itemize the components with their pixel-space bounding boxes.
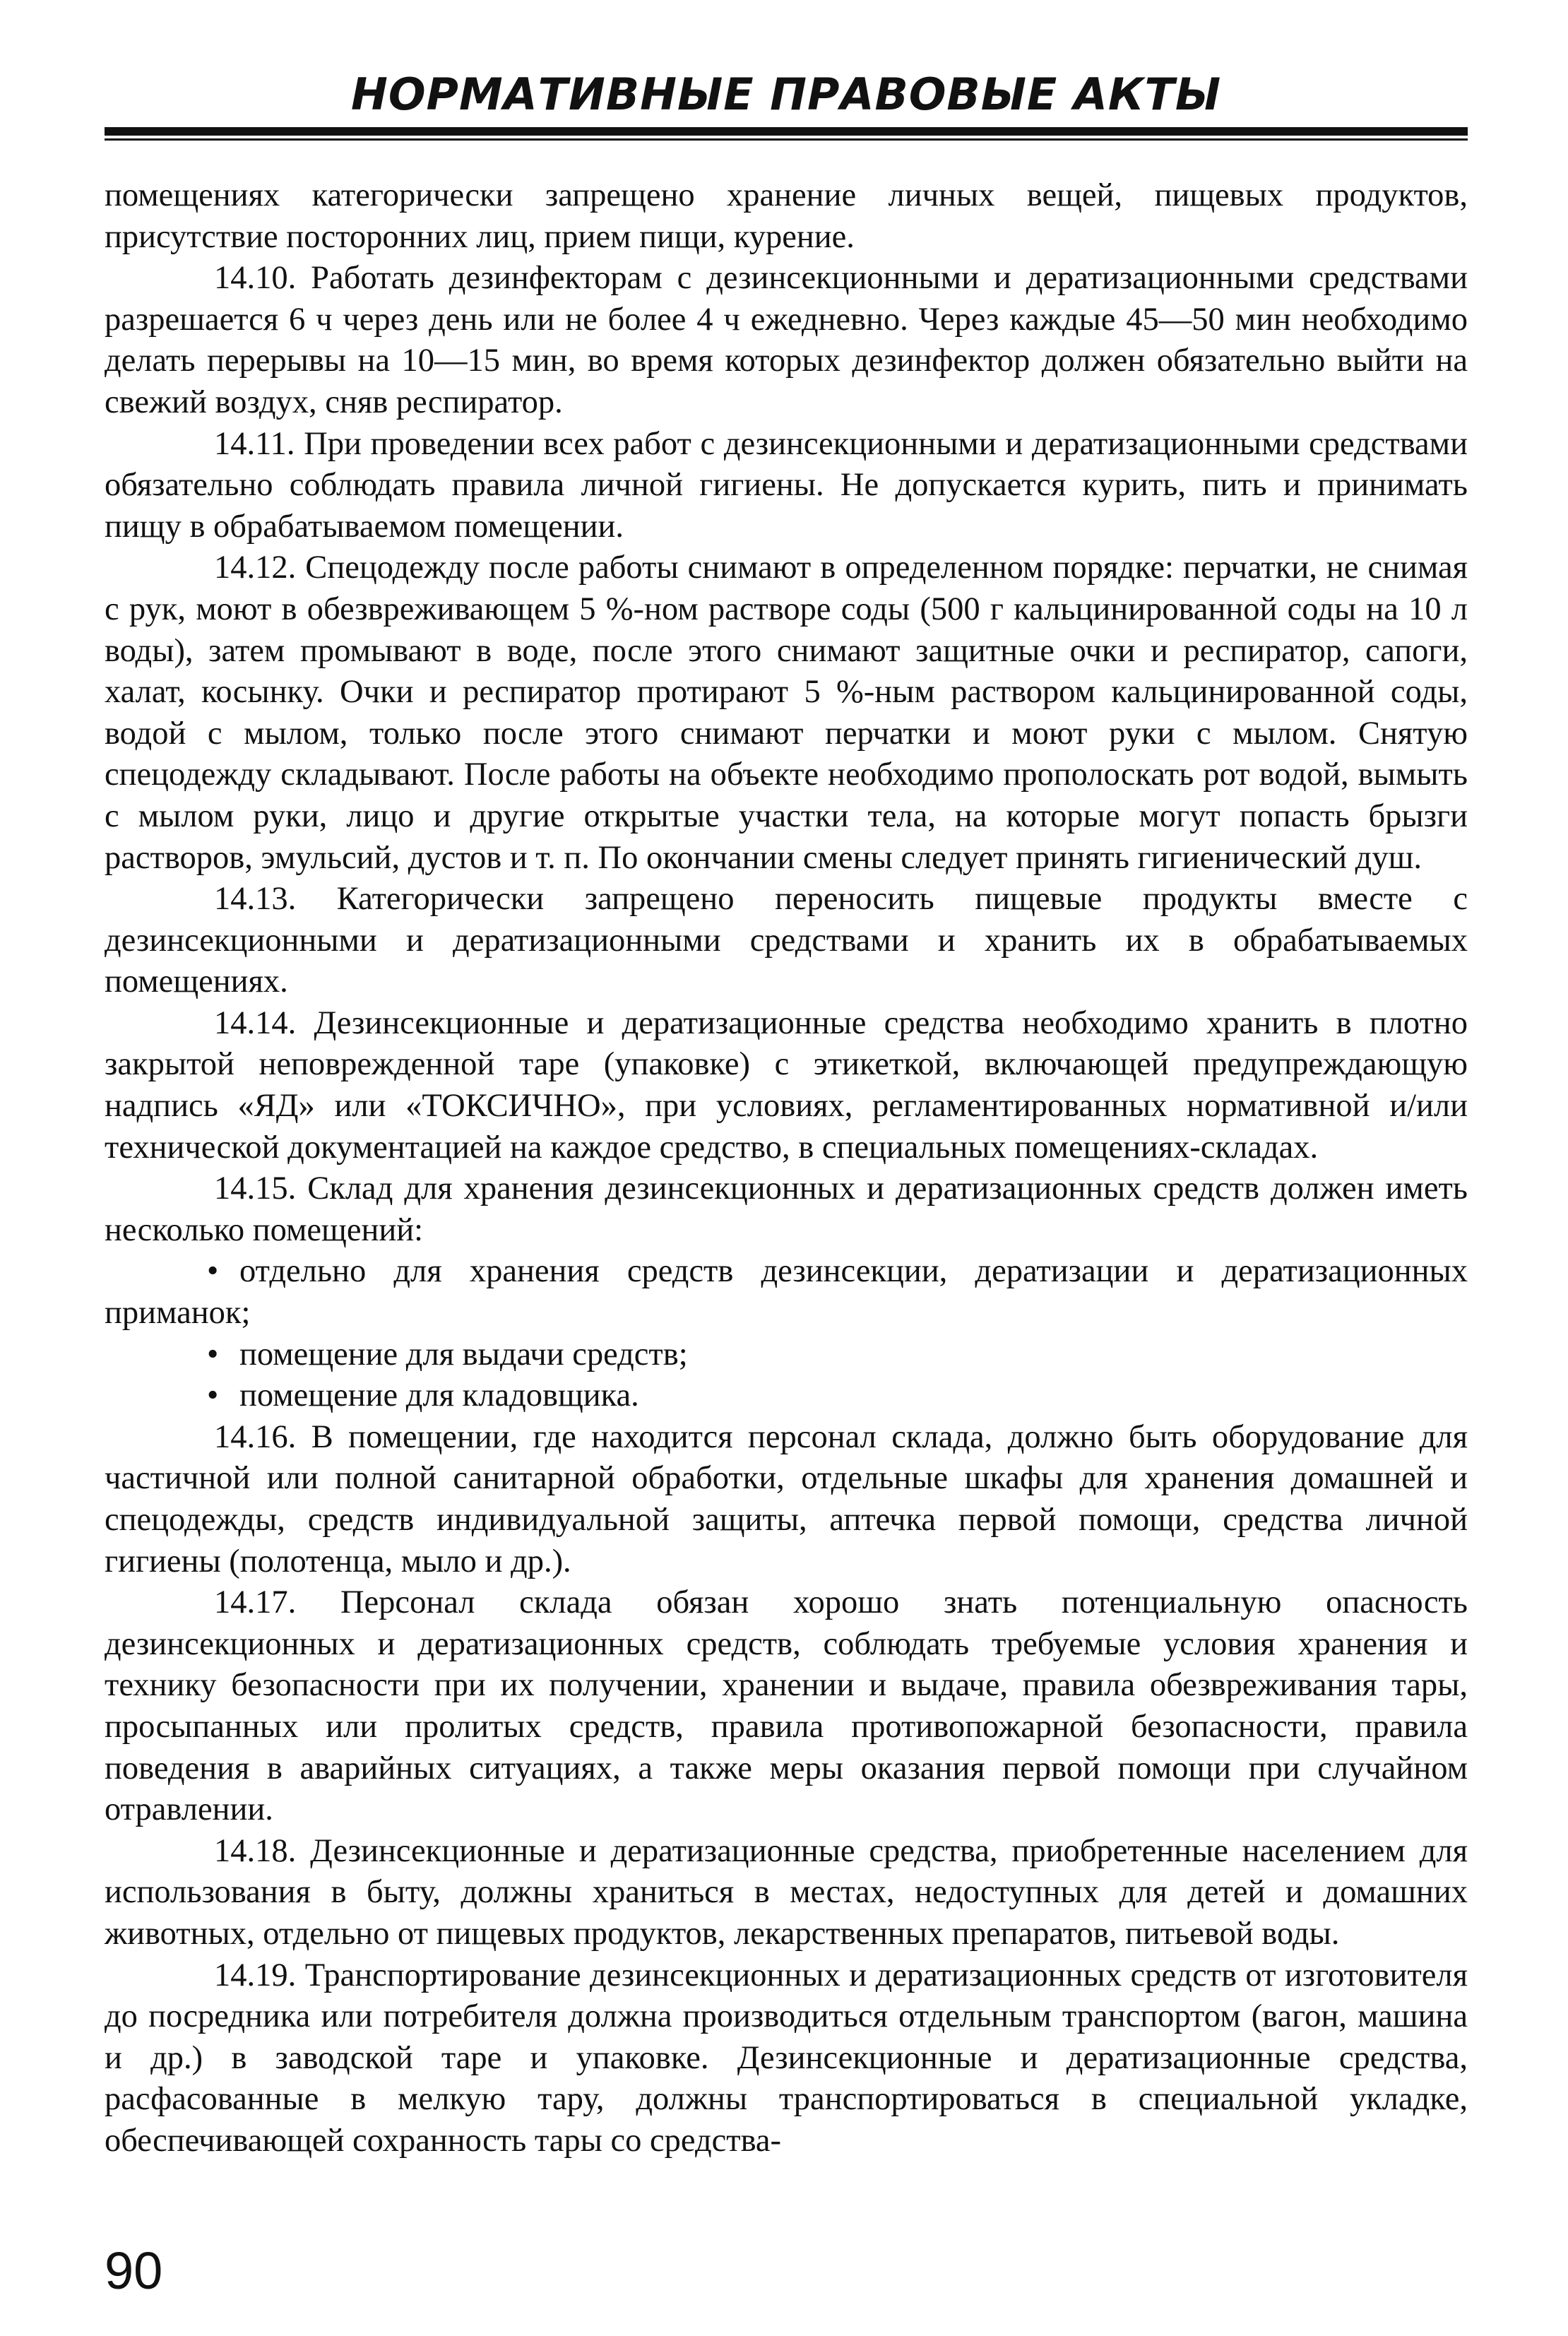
paragraph-continuation: помещениях категорически запрещено хранение личных вещей, пищевых продуктов, присутствие посторонних лиц, прием пищи, курение. — [105, 177, 1468, 255]
running-header — [105, 68, 1468, 121]
paragraph-14-11: 14.11. При проведении всех работ с дезинсекционными и дератизационными средствами обязательно соблюдать правила личной гигиены. Не допускается курить, пить и принимать пищу в обрабатываемом помещении. — [105, 425, 1468, 545]
paragraph-14-13: 14.13. Категорически запрещено переносить пищевые продукты вместе с дезинсекционными и дератизационными средствами и хранить их в обрабатываемых помещениях. — [105, 881, 1468, 1000]
list-item — [105, 1375, 1468, 1417]
list-item — [105, 1251, 1468, 1334]
paragraph-14-16: 14.16. В помещении, где находится персонал склада, должно быть оборудование для частичной или полной санитарной обработки, отдельные шкафы для хранения домашней и спецодежды, средств индивидуальной защиты, аптечка первой помощи, средства личной гигиены (полотенца, мыло и др.). — [105, 1418, 1468, 1579]
body-text — [105, 175, 1468, 2162]
list-item — [105, 1334, 1468, 1376]
bullet-icon: • — [207, 1377, 219, 1414]
bullet-icon: • — [207, 1336, 219, 1372]
header-rule-thick — [105, 127, 1468, 136]
list-item-text: отдельно для хранения средств дезинсекции, дератизации и дератизационных приманок; — [105, 1253, 1468, 1332]
bullet-icon: • — [207, 1253, 219, 1290]
paragraph-14-12: 14.12. Спецодежду после работы снимают в определенном порядке: перчатки, не снимая с рук, моют в обезвреживающем 5 %-ном растворе соды (500 г кальцинированной соды на 10 л воды), затем промывают в воде, после этого снимают защитные очки и респиратор, сапоги, халат, косынку. Очки и респиратор протирают 5 %-ным раствором кальцинированной соды, водой с мылом, только после этого снимают перчатки и моют руки с мылом. Снятую спецодежду складывают. После работы на объекте необходимо прополоскать рот водой, вымыть с мылом руки, лицо и другие открытые участки тела, на которые могут попасть брызги растворов, эмульсий, дустов и т. п. По окончании смены следует принять гигиенический душ. — [105, 550, 1468, 876]
list-item-text: помещение для кладовщика. — [239, 1377, 639, 1414]
bullet-list — [105, 1251, 1468, 1416]
paragraph-14-17: 14.17. Персонал склада обязан хорошо знать потенциальную опасность дезинсекционных и дератизационных средств, соблюдать требуемые условия хранения и технику безопасности при их получении, хранении и выдаче, правила обезвреживания тары, просыпанных или пролитых средств, правила противопожарной безопасности, правила поведения в аварийных ситуациях, а также меры оказания первой помощи при случайном отравлении. — [105, 1584, 1468, 1828]
list-item-text: помещение для выдачи средств; — [239, 1336, 688, 1372]
page-number: 90 — [105, 2241, 163, 2300]
paragraph-14-15: 14.15. Склад для хранения дезинсекционных и дератизационных средств должен иметь несколько помещений: — [105, 1170, 1468, 1248]
paragraph-14-19: 14.19. Транспортирование дезинсекционных и дератизационных средств от изготовителя до посредника или потребителя должна производиться отдельным транспортом (вагон, машина и др.) в заводской таре и упаковке. Дезинсекционные и дератизационные средства, расфасованные в мелкую тару, должны транспортироваться в специальной укладке, обеспечивающей сохранность тары со средства- — [105, 1957, 1468, 2159]
paragraph-14-14: 14.14. Дезинсекционные и дератизационные средства необходимо хранить в плотно закрытой неповрежденной таре (упаковке) с этикеткой, включающей предупреждающую надпись «ЯД» или «ТОКСИЧНО», при условиях, регламентированных нормативной и/или технической документацией на каждое средство, в специальных помещениях-складах. — [105, 1004, 1468, 1166]
header-rule-thin — [105, 138, 1468, 141]
header-title: НОРМАТИВНЫЕ ПРАВОВЫЕ АКТЫ — [350, 69, 1222, 120]
paragraph-14-18: 14.18. Дезинсекционные и дератизационные средства, приобретенные населением для использования в быту, должны храниться в местах, недоступных для детей и домашних животных, отдельно от пищевых продуктов, лекарственных препаратов, питьевой воды. — [105, 1832, 1468, 1952]
paragraph-14-10: 14.10. Работать дезинфекторам с дезинсекционными и дератизационными средствами разрешается 6 ч через день или не более 4 ч ежедневно. Через каждые 45—50 мин необходимо делать перерывы на 10—15 мин, во время которых дезинфектор должен обязательно выйти на свежий воздух, сняв респиратор. — [105, 260, 1468, 420]
